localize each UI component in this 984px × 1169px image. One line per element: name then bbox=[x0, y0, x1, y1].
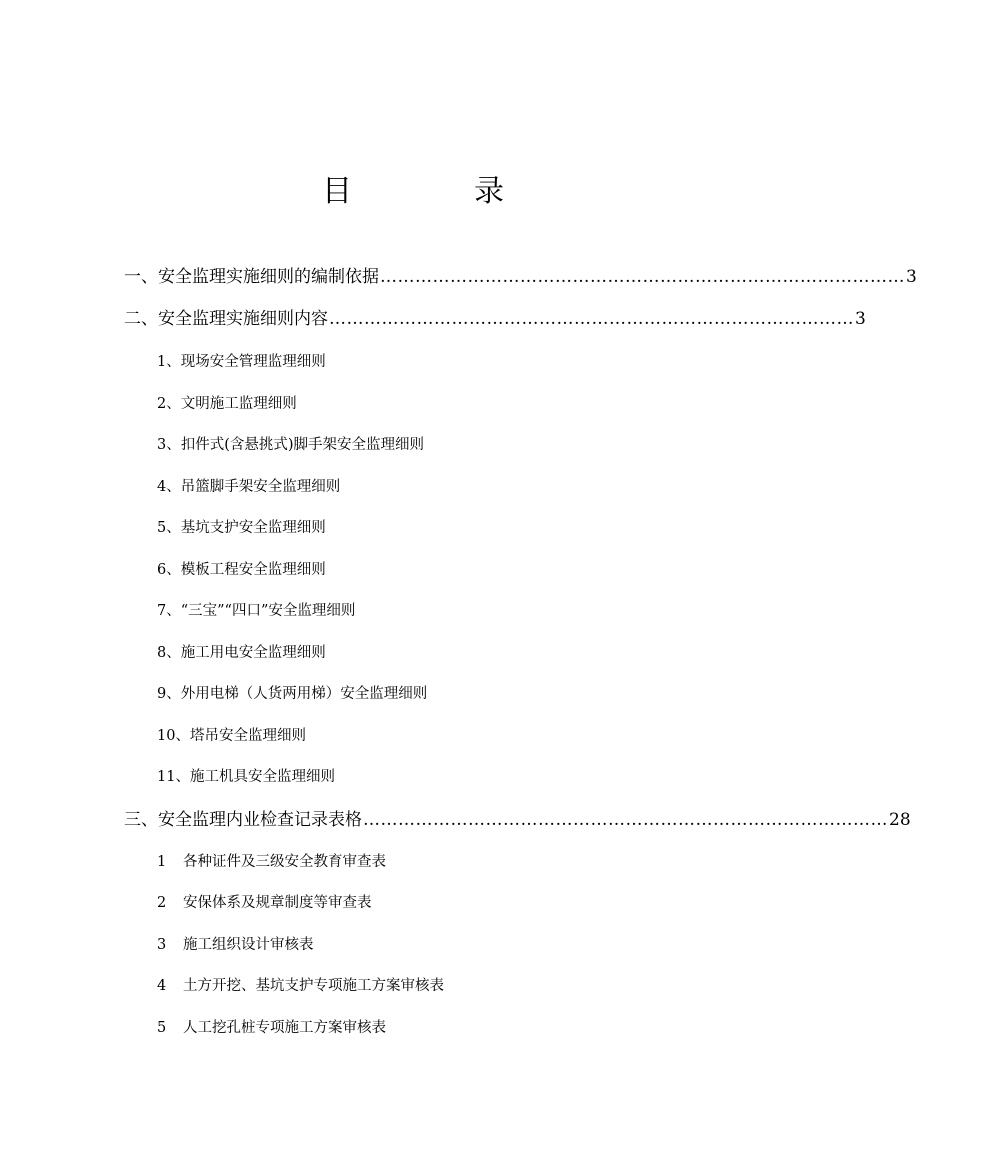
toc-item[interactable] bbox=[157, 892, 984, 914]
toc-item[interactable]: 4、吊篮脚手架安全监理细则 bbox=[157, 479, 341, 495]
toc-item[interactable]: 9、外用电梯（人货两用梯）安全监理细则 bbox=[157, 686, 428, 702]
toc-item[interactable]: 7、“三宝”“四口”安全监理细则 bbox=[157, 603, 356, 619]
toc-item[interactable]: 1、现场安全管理监理细则 bbox=[157, 354, 326, 370]
toc-page-number: 28 bbox=[889, 810, 911, 830]
toc-item[interactable] bbox=[157, 1017, 984, 1039]
toc-item[interactable]: 10、塔吊安全监理细则 bbox=[157, 728, 306, 744]
toc-section-label: 三、安全监理内业检查记录表格 bbox=[124, 810, 362, 830]
toc-item-text: 安保体系及规章制度等审查表 bbox=[183, 895, 372, 911]
dot-leader: ……………………………………………………………………………… bbox=[380, 267, 905, 287]
toc-page-number: 3 bbox=[855, 309, 866, 329]
toc-item[interactable]: 5、基坑支护安全监理细则 bbox=[157, 520, 326, 536]
toc-item-text: 人工挖孔桩专项施工方案审核表 bbox=[183, 1020, 386, 1036]
toc-item-number: 3 bbox=[157, 937, 167, 953]
dot-leader: ……………………………………………………………………………… bbox=[363, 810, 888, 830]
toc-item[interactable] bbox=[157, 934, 984, 956]
toc-section-label: 一、安全监理实施细则的编制依据 bbox=[124, 267, 379, 287]
toc-item[interactable]: 11、施工机具安全监理细则 bbox=[157, 769, 335, 785]
toc-section-label: 二、安全监理实施细则内容 bbox=[124, 309, 328, 329]
dot-leader: ……………………………………………………………………………… bbox=[329, 309, 854, 329]
toc-item[interactable]: 6、模板工程安全监理细则 bbox=[157, 562, 326, 578]
title-char-2: 录 bbox=[474, 174, 504, 209]
toc-item-text: 土方开挖、基坑支护专项施工方案审核表 bbox=[183, 978, 444, 994]
toc-item-text: 施工组织设计审核表 bbox=[183, 937, 314, 953]
toc-item-number: 1 bbox=[157, 854, 167, 870]
toc-item[interactable] bbox=[157, 975, 984, 997]
toc-item[interactable]: 2、文明施工监理细则 bbox=[157, 396, 297, 412]
toc-page-number: 3 bbox=[906, 267, 917, 287]
toc-item-number: 4 bbox=[157, 978, 167, 994]
toc-item-text: 各种证件及三级安全教育审查表 bbox=[183, 854, 386, 870]
title-char-1: 目 bbox=[322, 174, 352, 209]
page-title bbox=[0, 170, 827, 220]
toc-item[interactable]: 3、扣件式(含悬挑式)脚手架安全监理细则 bbox=[157, 437, 425, 453]
toc-item[interactable]: 8、施工用电安全监理细则 bbox=[157, 645, 326, 661]
toc-item[interactable] bbox=[157, 851, 984, 873]
toc-item-number: 5 bbox=[157, 1020, 167, 1036]
toc-item-number: 2 bbox=[157, 895, 167, 911]
